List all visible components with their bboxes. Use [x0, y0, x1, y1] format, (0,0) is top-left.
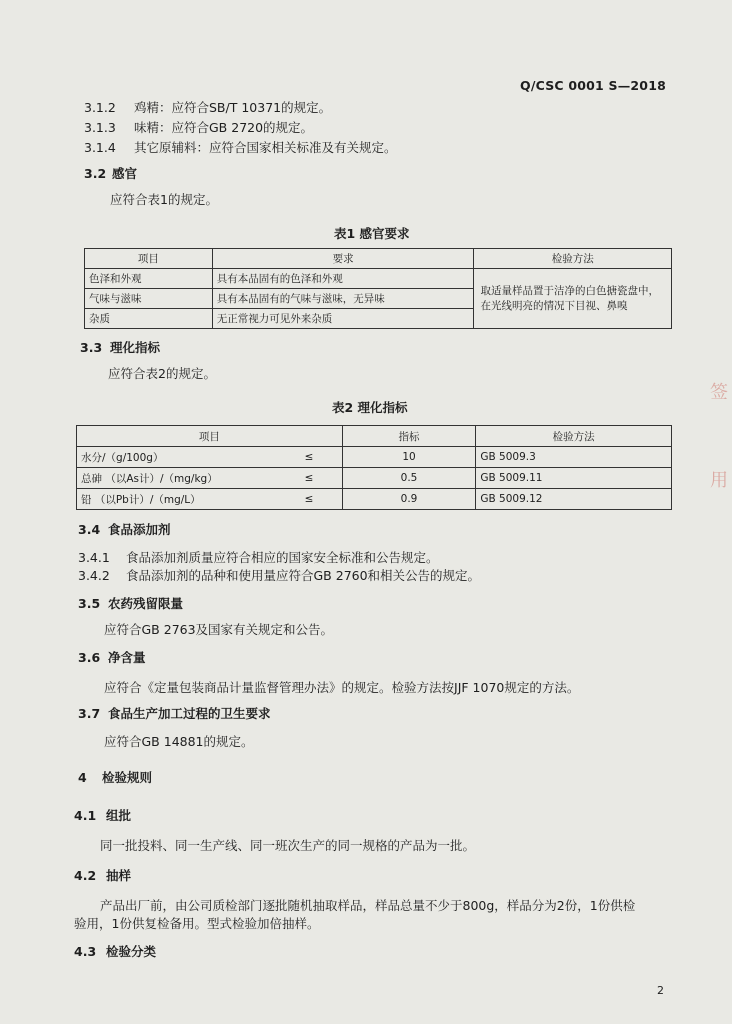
cell-requirement: 无正常视力可见外来杂质	[212, 309, 474, 329]
table1-caption: 表1 感官要求	[334, 226, 410, 241]
table2-caption: 表2 理化指标	[332, 400, 408, 415]
cell-requirement: 具有本品固有的气味与滋味，无异味	[212, 289, 474, 309]
cell-method: 取适量样品置于洁净的白色搪瓷盘中，在光线明亮的情况下目视、鼻嗅	[474, 269, 672, 329]
clause-3-1-3: 3.1.3 味精：应符合GB 2720的规定。	[84, 120, 314, 135]
table-header-row	[85, 249, 672, 269]
col-header-requirement: 要求	[212, 249, 474, 269]
heading-3-5: 3.5 农药残留限量	[78, 596, 184, 611]
clause-3-4-2: 3.4.2 食品添加剂的品种和使用量应符合GB 2760和相关公告的规定。	[78, 568, 481, 583]
col-header-method: 检验方法	[474, 249, 672, 269]
heading-3-7: 3.7 食品生产加工过程的卫生要求	[78, 706, 271, 721]
cell-operator: ≤	[276, 489, 342, 510]
cell-method: GB 5009.3	[476, 447, 672, 468]
cell-item: 色泽和外观	[85, 269, 213, 289]
cell-item: 气味与滋味	[85, 289, 213, 309]
para-3-7: 应符合GB 14881的规定。	[104, 734, 254, 749]
heading-3-4: 3.4 食品添加剂	[78, 522, 171, 537]
table-row	[85, 269, 672, 289]
col-header-index: 指标	[342, 426, 476, 447]
table-row	[77, 489, 672, 510]
cell-item: 水分/（g/100g）	[77, 447, 277, 468]
clause-3-4-1: 3.4.1 食品添加剂质量应符合相应的国家安全标准和公告规定。	[78, 550, 439, 565]
stamp-fragment: 用	[710, 470, 728, 491]
para-4-2-line1: 产品出厂前，由公司质检部门逐批随机抽取样品，样品总量不少于800g，样品分为2份，1份供检	[100, 898, 636, 913]
para-4-1: 同一批投料、同一生产线、同一班次生产的同一规格的产品为一批。	[100, 838, 476, 853]
table-row	[77, 468, 672, 489]
cell-item: 铅 （以Pb计）/（mg/L）	[77, 489, 277, 510]
para-4-2-line2: 验用，1份供复检备用。型式检验加倍抽样。	[74, 916, 320, 931]
heading-3-2: 3.2 感官	[84, 166, 138, 181]
col-header-item: 项目	[77, 426, 343, 447]
stamp-fragment: 签	[710, 382, 728, 403]
para-3-5: 应符合GB 2763及国家有关规定和公告。	[104, 622, 334, 637]
clause-3-1-4: 3.1.4 其它原辅料：应符合国家相关标准及有关规定。	[84, 140, 397, 155]
cell-value: 10	[342, 447, 476, 468]
table-row	[77, 447, 672, 468]
para-3-2: 应符合表1的规定。	[110, 192, 218, 207]
cell-method: GB 5009.11	[476, 468, 672, 489]
para-3-6: 应符合《定量包装商品计量监督管理办法》的规定。检验方法按JJF 1070规定的方法。	[104, 680, 580, 695]
cell-operator: ≤	[276, 468, 342, 489]
table-physicochemical	[76, 425, 672, 510]
table-header-row	[77, 426, 672, 447]
heading-3-6: 3.6 净含量	[78, 650, 146, 665]
heading-4-3: 4.3 检验分类	[74, 944, 157, 959]
cell-value: 0.5	[342, 468, 476, 489]
document-code: Q/CSC 0001 S—2018	[520, 78, 666, 93]
heading-4-1: 4.1 组批	[74, 808, 132, 823]
cell-item: 总砷 （以As计）/（mg/kg）	[77, 468, 277, 489]
page-number: 2	[657, 984, 664, 997]
heading-3-3: 3.3 理化指标	[80, 340, 161, 355]
cell-operator: ≤	[276, 447, 342, 468]
col-header-method: 检验方法	[476, 426, 672, 447]
heading-4-2: 4.2 抽样	[74, 868, 132, 883]
col-header-item: 项目	[85, 249, 213, 269]
cell-value: 0.9	[342, 489, 476, 510]
table-sensory	[84, 248, 672, 329]
heading-4: 4 检验规则	[78, 770, 153, 785]
para-3-3: 应符合表2的规定。	[108, 366, 216, 381]
cell-item: 杂质	[85, 309, 213, 329]
cell-method: GB 5009.12	[476, 489, 672, 510]
clause-3-1-2: 3.1.2 鸡精：应符合SB/T 10371的规定。	[84, 100, 332, 115]
cell-requirement: 具有本品固有的色泽和外观	[212, 269, 474, 289]
